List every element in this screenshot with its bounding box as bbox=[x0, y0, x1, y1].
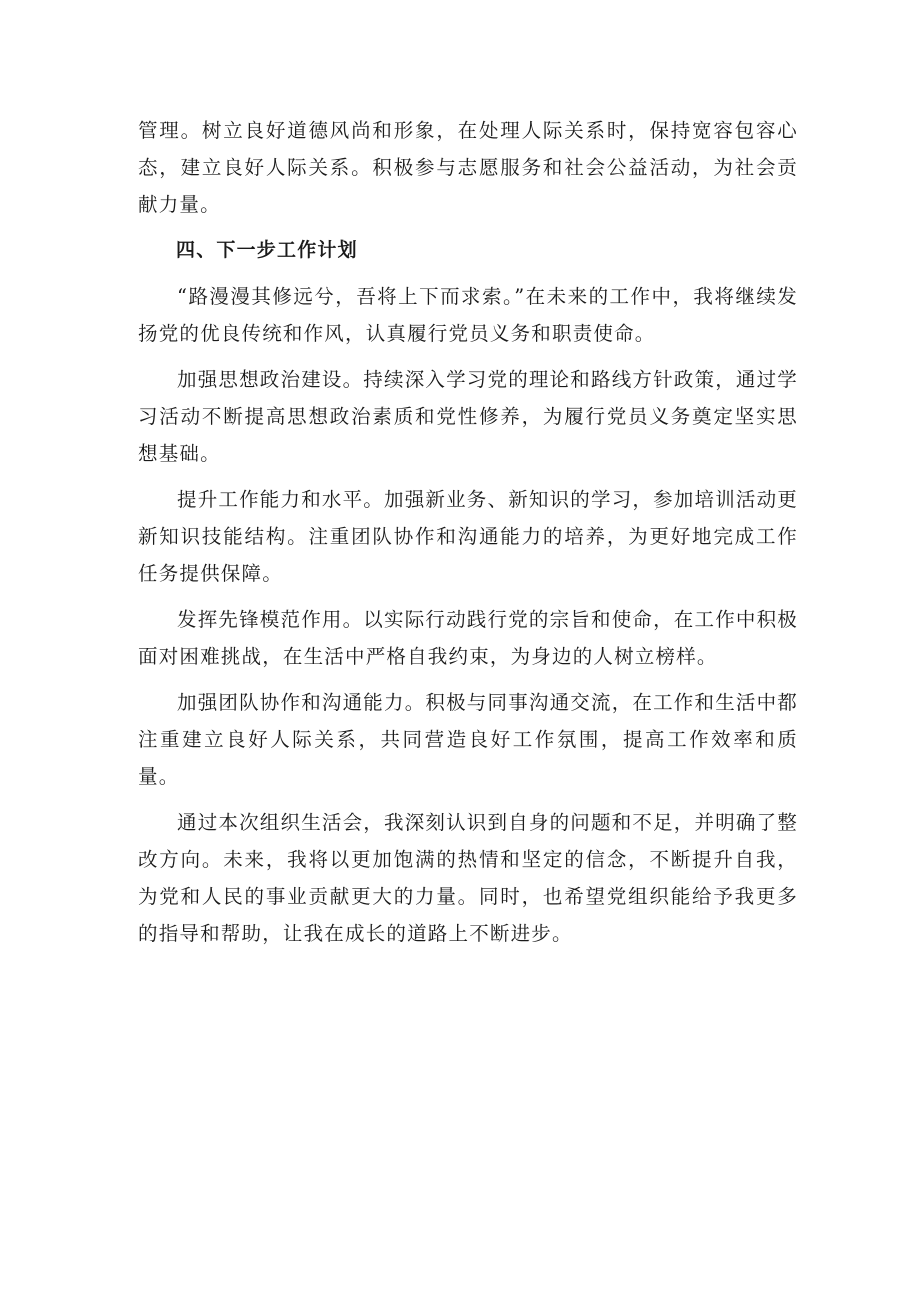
paragraph-conclusion: 通过本次组织生活会，我深刻认识到自身的问题和不足，并明确了整改方向。未来，我将以更加饱满的热情和坚定的信念，不断提升自我，为党和人民的事业贡献更大的力量。同时，也希望党组织能给予我更多的指导和帮助，让我在成长的道路上不断进步。 bbox=[138, 811, 799, 945]
paragraph-teamwork: 加强团队协作和沟通能力。积极与同事沟通交流，在工作和生活中都注重建立良好人际关系，共同营造良好工作氛围，提高工作效率和质量。 bbox=[138, 691, 799, 788]
paragraph-quote: “路漫漫其修远兮，吾将上下而求索。”在未来的工作中，我将继续发扬党的优良传统和作风，认真履行党员义务和职责使命。 bbox=[138, 285, 798, 345]
paragraph-work-ability: 提升工作能力和水平。加强新业务、新知识的学习，参加培训活动更新知识技能结构。注重团队协作和沟通能力的培养，为更好地完成工作任务提供保障。 bbox=[138, 488, 799, 585]
section-heading: 四、下一步工作计划 bbox=[176, 239, 358, 261]
continuation-paragraph: 管理。树立良好道德风尚和形象，在处理人际关系时，保持宽容包容心态，建立良好人际关系。积极参与志愿服务和社会公益活动，为社会贡献力量。 bbox=[138, 119, 798, 216]
paragraph-political-construction: 加强思想政治建设。持续深入学习党的理论和路线方针政策，通过学习活动不断提高思想政治素质和党性修养，为履行党员义务奠定坚实思想基础。 bbox=[138, 368, 799, 465]
paragraph-vanguard-role: 发挥先锋模范作用。以实际行动践行党的宗旨和使命，在工作中积极面对困难挑战，在生活中严格自我约束，为身边的人树立榜样。 bbox=[138, 608, 799, 668]
document-page bbox=[138, 112, 798, 961]
